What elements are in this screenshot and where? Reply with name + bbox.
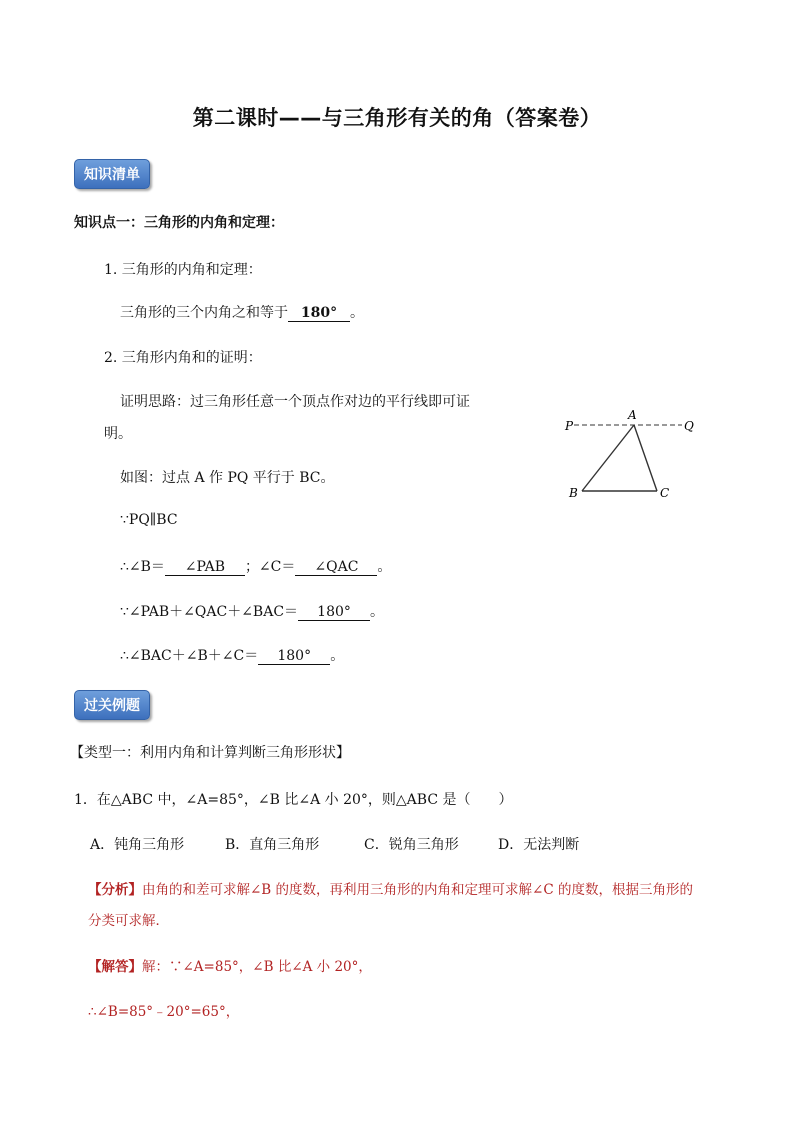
blank-180-b: 180° [258, 648, 330, 665]
solution-text: 解：∵∠A=85°，∠B 比∠A 小 20°， [142, 959, 372, 975]
page-title: 第二课时——与三角形有关的角（答案卷） [192, 106, 602, 130]
analysis-tag: 【分析】 [88, 882, 142, 898]
item1-label: 1. 三角形的内角和定理： [104, 262, 262, 278]
solution-line1 [88, 955, 372, 975]
label-p: P [565, 419, 574, 433]
item1-line [120, 302, 364, 322]
therefore-angle-c: ；∠C＝ [244, 559, 296, 575]
therefore-sum-end: 。 [330, 648, 345, 664]
option-d: D．无法判断 [498, 837, 580, 853]
therefore-sum-text: ∴∠BAC＋∠B＋∠C＝ [120, 648, 259, 664]
question-1: 1．在△ABC 中，∠A=85°，∠B 比∠A 小 20°，则△ABC 是（ ） [74, 792, 513, 808]
because-sum-end: 。 [370, 604, 385, 620]
label-q: Q [684, 419, 694, 433]
side-ac [634, 425, 657, 491]
item1-end: 。 [350, 305, 364, 321]
section-badge-examples: 过关例题 [74, 690, 150, 720]
therefore-sum [120, 645, 344, 665]
knowledge-point-heading: 知识点一：三角形的内角和定理： [74, 215, 284, 231]
therefore-end: 。 [377, 559, 392, 575]
blank-180-a: 180° [298, 604, 370, 621]
analysis-line1 [88, 878, 693, 898]
option-b: B．直角三角形 [225, 837, 320, 853]
label-a: A [628, 408, 637, 422]
type1-heading: 【类型一：利用内角和计算判断三角形形状】 [70, 745, 350, 761]
option-a: A．钝角三角形 [90, 837, 185, 853]
label-c: C [660, 486, 670, 500]
therefore-angle-b: ∴∠B＝ [120, 559, 165, 575]
solution-line2: ∴∠B=85°﹣20°=65°， [88, 1004, 240, 1020]
item2-label: 2. 三角形内角和的证明： [104, 350, 262, 366]
solution-tag: 【解答】 [88, 959, 142, 975]
triangle-figure [560, 405, 700, 500]
analysis-text: 由角的和差可求解∠B 的度数，再利用三角形的内角和定理可求解∠C 的度数，根据三角形的 [142, 882, 693, 898]
label-b: B [569, 486, 578, 500]
blank-qac: ∠QAC [295, 559, 377, 576]
section-badge-knowledge: 知识清单 [74, 159, 150, 189]
proof-idea-line2: 明。 [104, 426, 132, 442]
item1-text: 三角形的三个内角之和等于 [120, 305, 288, 321]
because-parallel: ∵PQ∥BC [120, 512, 178, 528]
blank-pab: ∠PAB [165, 559, 245, 576]
because-sum-text: ∵∠PAB＋∠QAC＋∠BAC＝ [120, 604, 299, 620]
figure-note: 如图：过点 A 作 PQ 平行于 BC。 [120, 470, 335, 486]
therefore-angles [120, 556, 391, 576]
side-ab [582, 425, 634, 491]
proof-idea-line1: 证明思路：过三角形任意一个顶点作对边的平行线即可证 [120, 394, 470, 410]
because-sum [120, 601, 384, 621]
option-c: C．锐角三角形 [364, 837, 459, 853]
item1-blank: 180° [288, 305, 350, 322]
analysis-line2: 分类可求解． [88, 913, 169, 929]
